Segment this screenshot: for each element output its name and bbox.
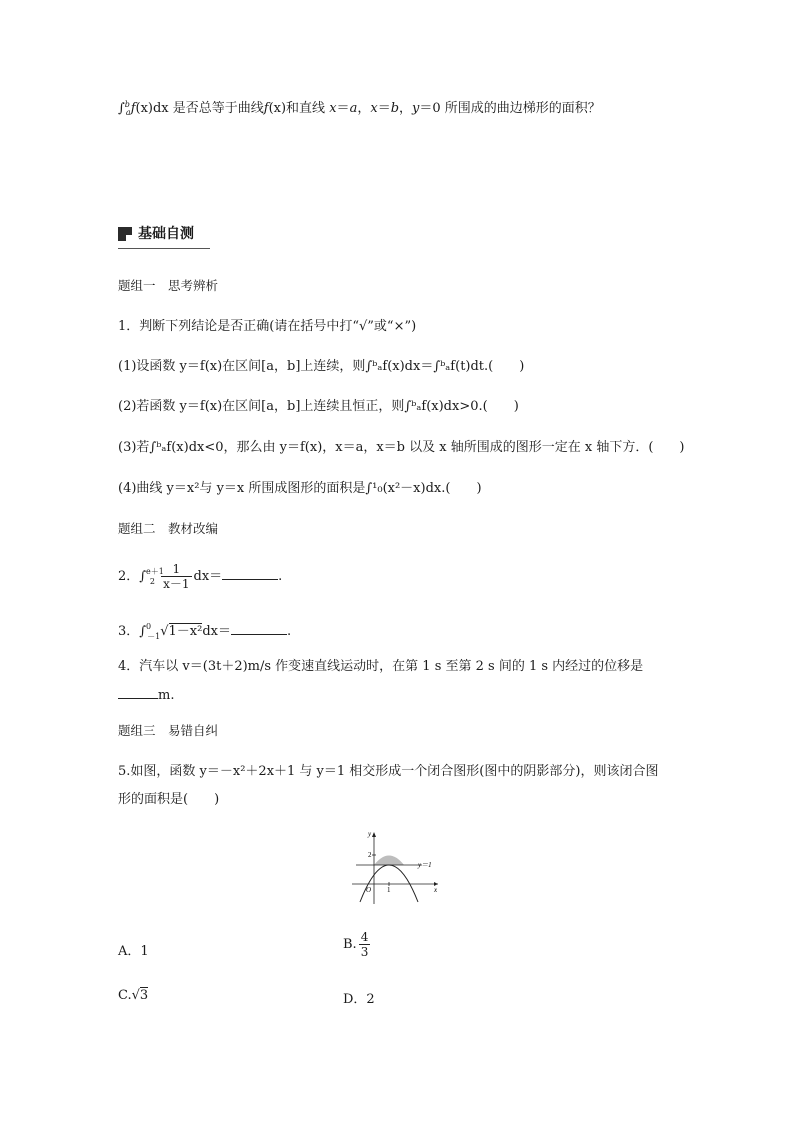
section-square-icon [118, 227, 132, 241]
section-header [118, 224, 210, 249]
shaded-region [374, 856, 404, 866]
option-a: A．1 [118, 944, 149, 959]
intro-question: ∫$^b_a$f(x)dx 是否总等于曲线f(x)和直线 x＝a，x＝b，y＝0 所围成的曲边梯形的面积？ [118, 100, 601, 117]
q5-line1: 5.如图，函数 y＝－x²＋2x＋1 与 y＝1 相交形成一个闭合图形(图中的阴影部分)，则该闭合图 [118, 764, 659, 779]
group1-label: 题组一 思考辨析 [118, 278, 219, 293]
origin-label: O [366, 886, 372, 894]
option-c: C.√3 [118, 988, 149, 1003]
q2: 2．∫$^{e+1}_2$ $\frac{1}{x-1}$ dx＝ . [118, 562, 283, 591]
q5-line2: 形的面积是( ) [118, 792, 220, 807]
q2-fraction: $\frac{1}{x-1}$ [163, 562, 190, 591]
option-d: D．2 [343, 992, 375, 1007]
group2-label: 题组二 教材改编 [118, 521, 219, 536]
q2-answer-blank [222, 567, 278, 580]
q1-item-1: (1)设函数 y＝f(x)在区间[a，b]上连续，则∫ᵇₐf(x)dx＝∫ᵇₐf(t)dt.( ) [118, 359, 525, 374]
x-axis-label: x [434, 886, 438, 894]
q1-stem: 1．判断下列结论是否正确(请在括号中打“√”或“×”) [118, 319, 417, 334]
y-axis-arrow-icon [372, 832, 376, 837]
tick-label-2: 2 [368, 851, 372, 859]
tick-label-1: 1 [387, 886, 391, 894]
q1-item-2: (2)若函数 y＝f(x)在区间[a，b]上连续且恒正，则∫ᵇₐf(x)dx>0.( ) [118, 399, 519, 414]
q4-line2: m. [118, 686, 174, 705]
q4-answer-blank [118, 686, 158, 699]
group3-label: 题组三 易错自纠 [118, 723, 219, 738]
q3: 3．∫$^0_{-1}$√1－x²dx＝ . [118, 622, 292, 641]
section-title: 基础自测 [138, 226, 194, 242]
q5-figure [346, 828, 446, 906]
q1-item-4: (4)曲线 y＝x²与 y＝x 所围成图形的面积是∫¹₀(x²－x)dx.( ) [118, 481, 482, 496]
q3-answer-blank [231, 622, 287, 635]
q1-item-3: (3)若∫ᵇₐf(x)dx<0，那么由 y＝f(x)，x＝a，x＝b 以及 x 轴所围成的图形一定在 x 轴下方．( ) [118, 440, 685, 455]
q4-line1: 4．汽车以 v＝(3t＋2)m/s 作变速直线运动时，在第 1 s 至第 2 s 间的 1 s 内经过的位移是 [118, 659, 644, 674]
line-label: y＝1 [418, 861, 432, 869]
y-axis-label: y [368, 830, 372, 838]
option-b: B. $\frac{4}{3}$ [343, 930, 369, 959]
